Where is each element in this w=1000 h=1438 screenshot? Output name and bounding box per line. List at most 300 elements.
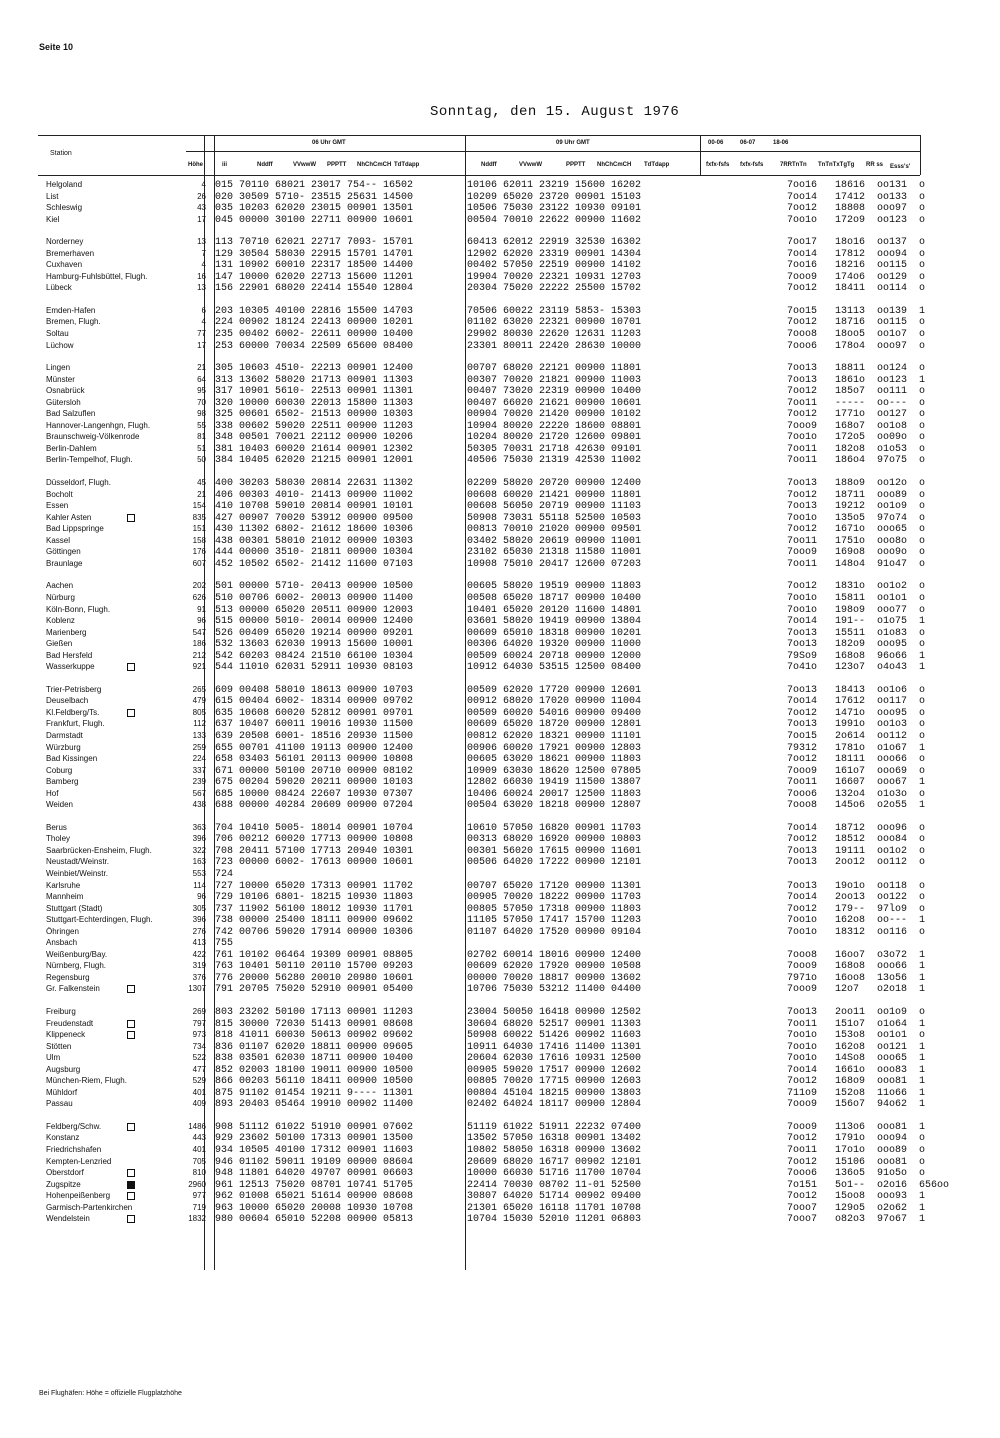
station-height: 522 [192,1053,206,1063]
summary-values: 7oo1o 172o5 oo09o o [787,432,926,444]
station-height: 151 [192,524,206,534]
header-col: RR ss [866,162,884,168]
station-height: 1486 [188,1121,206,1131]
obs-06-gmt: 305 10603 4510- 22213 00901 12400 [215,363,414,375]
station-height: 396 [192,915,206,925]
station-name: Lüchow [46,340,74,350]
station-height: 479 [192,696,206,706]
table-rule [465,135,466,1270]
header-col: VVwwW [519,162,543,168]
obs-06-gmt: 510 00706 6002- 20013 00900 11400 [215,592,414,604]
obs-06-gmt: 639 20508 6001- 18516 20930 11500 [215,730,414,742]
obs-09-gmt: 21301 65020 16118 11701 10708 [467,1202,642,1214]
obs-09-gmt: 00509 60020 54016 00900 09400 [467,707,642,719]
obs-09-gmt: 00506 64020 17222 00900 12101 [467,857,642,869]
obs-09-gmt: 70506 60022 23119 5853- 15303 [467,305,642,317]
station-height: 4 [201,317,206,327]
obs-06-gmt: 348 00501 70021 22112 00900 10206 [215,432,414,444]
summary-values: 7oo12 185o7 oo111 o [787,386,926,398]
station-name: Bamberg [46,777,79,787]
summary-values: 7ooo6 178o4 ooo97 o [787,340,926,352]
station-height: 64 [197,374,206,384]
obs-06-gmt: 544 11010 62031 52911 10930 08103 [215,662,414,674]
obs-06-gmt: 675 00204 59020 20211 00900 10103 [215,777,414,789]
obs-06-gmt: 015 70110 68021 23017 754-- 16502 [215,180,414,191]
station-name: Regensburg [46,972,90,982]
mountain-station-box-icon [127,1192,135,1200]
station-height: 305 [192,903,206,913]
obs-06-gmt: 513 00000 65020 20511 00900 12003 [215,604,414,616]
obs-09-gmt: 01107 64020 17520 00900 09104 [467,926,642,938]
station-name: Kl.Feldberg/Ts. [46,707,100,717]
station-height: 202 [192,581,206,591]
summary-values: 7oo12 18111 ooo66 o [787,754,926,766]
summary-values: 7oo11 17o1o ooo89 o [787,1145,926,1157]
summary-values: 7971o 16oo8 13o56 1 [787,972,926,984]
footnote: Bei Flughäfen: Höhe = offizielle Flugplatzhöhe [39,1390,182,1397]
station-height: 91 [197,604,206,614]
station-height: 4 [201,260,206,270]
obs-06-gmt: 406 00303 4010- 21413 00900 11002 [215,489,414,501]
station-name: Koblenz [46,616,75,626]
obs-06-gmt: 113 70710 62021 22717 7093- 15701 [215,237,414,249]
summary-values: 7oo11 ----- oo--- o [787,397,926,409]
station-height: 6 [201,305,206,315]
station-height: 13 [197,237,206,247]
header-col: VVwwW [293,162,317,168]
mountain-station-box-icon [127,1020,135,1028]
summary-values: 7oo14 1661o ooo83 1 [787,1064,926,1076]
summary-values: 7oo1o 18312 oo116 o [787,926,926,938]
obs-09-gmt: 00812 62020 18321 00900 11101 [467,730,642,742]
summary-values: 7oo12 1831o oo1o2 o [787,581,926,593]
document-title: Sonntag, den 15. August 1976 [430,104,680,120]
station-height: 43 [197,203,206,213]
obs-09-gmt: 60413 62012 22919 32530 16302 [467,237,642,249]
obs-09-gmt: 10911 64030 17416 11400 11301 [467,1041,642,1053]
summary-values: 7ooo7 o82o3 97o67 1 [787,1214,926,1226]
obs-09-gmt: 00608 56050 20719 00900 11103 [467,501,642,513]
obs-09-gmt: 10610 57050 16820 00901 11703 [467,822,642,834]
station-height: 13 [197,283,206,293]
mountain-station-box-icon [127,514,135,522]
obs-09-gmt: 00301 56020 17615 00900 11601 [467,845,642,857]
station-height: 477 [192,1064,206,1074]
obs-06-gmt: 452 10502 6502- 21412 11600 07103 [215,558,414,570]
summary-values: 7oo14 17812 ooo94 o [787,248,926,260]
station-name: Kiel [46,214,60,224]
station-height: 239 [192,777,206,787]
obs-09-gmt: 00407 66020 21621 00900 10601 [467,397,642,409]
station-name: Passau [46,1099,73,1109]
obs-06-gmt: 893 20403 05464 19910 00902 11400 [215,1099,414,1111]
obs-06-gmt: 384 10405 62020 21215 00901 12001 [215,455,414,467]
station-height: 2960 [188,1179,206,1189]
obs-06-gmt: 776 20000 56280 20010 20980 10601 [215,972,414,984]
station-name: Bremerhaven [46,248,95,258]
station-height: 921 [192,662,206,672]
station-height: 607 [192,558,206,568]
station-name: Braunschweig-Völkenrode [46,432,140,442]
station-name: Ansbach [46,938,78,948]
obs-06-gmt: 325 00601 6502- 21513 00900 10303 [215,409,414,421]
station-height: 529 [192,1076,206,1086]
obs-06-gmt: 962 01008 65021 51614 00900 08608 [215,1191,414,1203]
summary-values: 7oo16 18216 oo115 o [787,260,926,272]
header-period: 18-06 [773,140,789,146]
station-name: Ulm [46,1053,61,1063]
summary-values: 7ooo9 113o6 ooo81 1 [787,1121,926,1133]
header-col: PPPTT [327,162,347,168]
obs-06-gmt: 235 00402 6002- 22611 00900 10400 [215,329,414,341]
summary-values: 7oo14 17412 oo133 o [787,191,926,203]
station-height: 4 [201,180,206,189]
obs-06-gmt: 742 00706 59020 17914 00900 10306 [215,926,414,938]
station-name: Berlin-Tempelhof, Flugh. [46,455,133,465]
summary-values: 7ooo9 168o8 ooo66 1 [787,961,926,973]
station-height: 70 [197,397,206,407]
station-name: Weinbiet/Weinstr. [46,868,108,878]
station-name: Stötten [46,1041,72,1051]
obs-09-gmt: 00402 57050 22519 00900 14102 [467,260,642,272]
station-name: Emden-Hafen [46,305,96,315]
obs-06-gmt: 526 00409 65020 19214 00900 09201 [215,627,414,639]
obs-06-gmt: 313 13602 58020 21713 00901 11303 [215,374,414,386]
mountain-station-box-icon [127,709,135,717]
station-height: 626 [192,592,206,602]
header-col: Nddff [481,162,497,168]
header-col: fxfx-fsfs [706,162,730,168]
obs-06-gmt: 729 10106 6801- 18215 10930 11803 [215,892,414,904]
summary-values: 7oo12 179-- 97lo9 o [787,903,926,915]
station-name: Berlin-Dahlem [46,443,97,453]
summary-values: 7oo12 1791o ooo94 o [787,1133,926,1145]
summary-values: 7oo12 1771o oo127 o [787,409,926,421]
station-name: Wasserkuppe [46,662,95,672]
mountain-station-box-icon [127,1031,135,1039]
obs-09-gmt: 00608 60020 21421 00900 11801 [467,489,642,501]
obs-09-gmt: 19904 70020 22321 10931 12703 [467,271,642,283]
obs-06-gmt: 791 20705 75020 52910 00901 05400 [215,984,414,996]
summary-values: 7oo14 17612 oo117 o [787,696,926,708]
obs-06-gmt: 655 00701 41100 19113 00900 12400 [215,742,414,754]
station-name: Bad Kissingen [46,754,98,764]
obs-09-gmt: 00905 70020 18222 00900 11703 [467,892,642,904]
table-rule [38,175,920,176]
station-height: 567 [192,788,206,798]
summary-values: 7oo12 18411 oo114 o [787,283,926,295]
station-height: 553 [192,868,206,878]
obs-06-gmt: 427 00907 70020 53912 00900 09500 [215,512,414,524]
obs-06-gmt: 755 [215,938,234,950]
station-name: Feldberg/Schw. [46,1121,102,1131]
station-height: 224 [192,754,206,764]
obs-09-gmt: 02402 64024 18117 00900 12804 [467,1099,642,1111]
station-name: Kahler Asten [46,512,92,522]
obs-09-gmt: 23301 80011 22420 28630 10000 [467,340,642,352]
station-height: 7 [201,248,206,258]
station-name: München-Riem, Flugh. [46,1076,127,1086]
summary-values: 7oo12 15106 ooo81 o [787,1156,926,1168]
summary-values: 7oo13 19111 oo1o2 o [787,845,926,857]
obs-06-gmt: 501 00000 5710- 20413 00900 10500 [215,581,414,593]
summary-values: 7ooo7 129o5 o2o62 1 [787,1202,926,1214]
summary-values: 7oo13 15511 o1o83 o [787,627,926,639]
station-height: 96 [197,892,206,902]
obs-09-gmt: 00605 58020 19519 00900 11803 [467,581,642,593]
station-name: Zugspitze [46,1179,81,1189]
summary-values: 7oo13 19o1o oo118 o [787,880,926,892]
summary-values: 7ooo6 132o4 o1o3o o [787,788,926,800]
station-name: Freudenstadt [46,1018,94,1028]
summary-values: 7oo1o 15811 oo1o1 o [787,592,926,604]
obs-09-gmt: 00609 62020 17920 00900 10508 [467,961,642,973]
station-name: Norderney [46,237,84,247]
station-name: Bad Lippspringe [46,524,104,534]
obs-06-gmt: 515 00000 5010- 20014 00900 12400 [215,616,414,628]
summary-values: 7oo14 18712 ooo96 o [787,822,926,834]
station-name: Braunlage [46,558,83,568]
summary-values: 7oo1o 162o8 oo121 1 [787,1041,926,1053]
obs-06-gmt: 963 10000 65020 20008 10930 10708 [215,1202,414,1214]
obs-09-gmt: 12902 62020 23319 00901 14304 [467,248,642,260]
station-height: 409 [192,1099,206,1109]
station-height: 133 [192,730,206,740]
summary-values: 7oo13 2oo11 oo1o9 o [787,1007,926,1018]
summary-values: 7ooo9 156o7 94o62 1 [787,1099,926,1111]
station-height: 212 [192,650,206,660]
station-name: Schleswig [46,203,83,213]
obs-09-gmt: 02209 58020 20720 00900 12400 [467,478,642,490]
header-col: 7RRTnTn [780,162,807,168]
station-name: Aachen [46,581,74,591]
summary-values: 7o151 5o1-- o2o16 656oo [787,1179,950,1191]
station-name: Garmisch-Partenkirchen [46,1202,133,1212]
summary-values: 7oo13 182o9 ooo95 o [787,639,926,651]
summary-values: 7oo12 18808 ooo97 o [787,203,926,215]
obs-06-gmt: 147 10000 62020 22713 15600 11201 [215,271,414,283]
obs-09-gmt: 50908 73031 55118 52500 10503 [467,512,642,524]
obs-09-gmt: 10908 75010 20417 12600 07203 [467,558,642,570]
summary-values: 7oo13 18811 oo124 o [787,363,926,375]
obs-06-gmt: 706 00212 60020 17713 00900 10808 [215,834,414,846]
station-name: Bremen, Flugh. [46,317,101,327]
obs-09-gmt: 00307 70020 21821 00900 11003 [467,374,642,386]
obs-06-gmt: 875 91102 01454 19211 9---- 11301 [215,1087,414,1099]
station-height: 17 [197,214,206,224]
station-height: 719 [192,1202,206,1212]
obs-06-gmt: 338 00602 59020 22511 00900 11203 [215,420,414,432]
summary-values: 7ooo9 161o7 ooo69 o [787,765,926,777]
obs-09-gmt: 50305 70031 21718 42630 09101 [467,443,642,455]
obs-06-gmt: 253 60000 70034 22509 65600 08400 [215,340,414,352]
obs-06-gmt: 815 30000 72030 51413 00901 08608 [215,1018,414,1030]
header-iii: iii [222,162,228,168]
obs-09-gmt: 29902 80030 22620 12631 11203 [467,329,642,341]
station-height: 547 [192,627,206,637]
station-name: List [46,191,59,201]
obs-06-gmt: 410 10708 59010 20814 00901 10101 [215,501,414,513]
station-name: Soltau [46,329,69,339]
page-number: Seite 10 [39,42,74,52]
obs-09-gmt: 10506 75030 23122 10930 09101 [467,203,642,215]
obs-09-gmt: 10204 80020 21720 12600 09801 [467,432,642,444]
obs-06-gmt: 635 10608 60020 52812 00901 09701 [215,707,414,719]
obs-09-gmt: 10106 62011 23219 15600 16202 [467,180,642,191]
station-name: Hof [46,788,59,798]
obs-09-gmt: 10909 63030 18620 12500 07805 [467,765,642,777]
obs-09-gmt: 00313 68020 16920 00900 10803 [467,834,642,846]
obs-06-gmt: 908 51112 61022 51910 00901 07602 [215,1121,414,1133]
header-col: Nddff [257,162,273,168]
summary-values: 7oo12 15oo8 ooo93 1 [787,1191,926,1203]
station-name: Darmstadt [46,730,83,740]
obs-06-gmt: 934 10505 40100 17312 00901 11603 [215,1145,414,1157]
obs-09-gmt: 00605 63020 18621 00900 11803 [467,754,642,766]
station-name: Stuttgart (Stadt) [46,903,103,913]
obs-09-gmt: 22414 70030 08702 11-01 52500 [467,1179,642,1191]
obs-06-gmt: 430 11302 6802- 21612 18600 10306 [215,524,414,536]
summary-values: 7oo12 18512 ooo84 o [787,834,926,846]
station-name: Gr. Falkenstein [46,984,100,994]
station-height: 322 [192,845,206,855]
mountain-station-box-icon [127,1169,135,1177]
obs-09-gmt: 03601 58020 19419 00900 13804 [467,616,642,628]
obs-06-gmt: 671 00000 50100 20710 00900 08102 [215,765,414,777]
header-hoehe: Höhe [188,162,203,168]
station-name: Nürnberg, Flugh. [46,961,107,971]
station-name: Gießen [46,639,73,649]
station-height: 376 [192,972,206,982]
station-height: 973 [192,1030,206,1040]
summary-values: 7oo1o 14So8 ooo65 1 [787,1053,926,1065]
station-name: Freiburg [46,1007,76,1016]
obs-06-gmt: 946 01102 59011 19109 00900 08604 [215,1156,414,1168]
obs-09-gmt: 03402 58020 20619 00900 11001 [467,535,642,547]
header-09-gmt: 09 Uhr GMT [556,140,590,146]
station-name: Würzburg [46,742,81,752]
header-col: fxfx-fsfs [740,162,764,168]
obs-09-gmt: 12802 66030 19419 11500 13807 [467,777,642,789]
obs-06-gmt: 980 00604 65010 52208 00900 05813 [215,1214,414,1226]
obs-09-gmt: 00509 62020 17720 00900 12601 [467,684,642,696]
obs-06-gmt: 438 00301 58010 21012 00900 10303 [215,535,414,547]
obs-09-gmt: 13502 57050 16318 00901 13402 [467,1133,642,1145]
obs-09-gmt: 01102 63020 22321 00900 10701 [467,317,642,329]
obs-06-gmt: 727 10000 65020 17313 00901 11702 [215,880,414,892]
summary-values: 7oo1o 172o9 oo123 o [787,214,926,226]
obs-09-gmt: 10706 75030 53212 11400 04400 [467,984,642,996]
obs-06-gmt: 400 30203 58030 20814 22631 11302 [215,478,414,490]
obs-06-gmt: 609 00408 58010 18613 00900 10703 [215,684,414,696]
station-name: Tholey [46,834,71,844]
obs-06-gmt: 615 00404 6002- 18314 00900 09702 [215,696,414,708]
summary-values: 7oo12 1671o ooo65 o [787,524,926,536]
summary-values: 7oo14 191-- o1o75 1 [787,616,926,628]
obs-09-gmt: 51119 61022 51911 22232 07400 [467,1121,642,1133]
station-height: 17 [197,340,206,350]
obs-06-gmt: 020 30509 5710- 23515 25631 14500 [215,191,414,203]
summary-values: 7oo12 18711 ooo89 o [787,489,926,501]
obs-09-gmt: 10401 65020 20120 11600 14801 [467,604,642,616]
obs-09-gmt: 23004 50050 16418 00900 12502 [467,1007,642,1018]
station-name: Münster [46,374,75,384]
station-name: Saarbrücken-Ensheim, Flugh. [46,845,152,855]
station-name: Bad Salzuflen [46,409,96,419]
summary-values: 7oo12 1471o ooo95 o [787,707,926,719]
station-height: 413 [192,938,206,948]
table-rule [700,135,701,175]
header-col: PPPTT [566,162,586,168]
obs-09-gmt: 10704 15030 52010 11201 06803 [467,1214,642,1226]
station-height: 51 [197,443,206,453]
station-height: 95 [197,386,206,396]
mountain-station-box-icon [127,1123,135,1131]
obs-09-gmt: 00509 60024 20718 00900 12000 [467,650,642,662]
obs-09-gmt: 00306 64020 19320 00900 11000 [467,639,642,651]
obs-06-gmt: 763 10401 50110 20110 15700 09203 [215,961,414,973]
obs-06-gmt: 724 [215,868,234,880]
station-height: 176 [192,547,206,557]
summary-values: 7ooo9 169o8 ooo9o o [787,547,926,559]
summary-values: 7oo15 2o614 oo112 o [787,730,926,742]
obs-09-gmt: 40506 75030 21319 42530 11002 [467,455,642,467]
station-height: 705 [192,1156,206,1166]
station-name: Marienberg [46,627,87,637]
station-height: 21 [197,363,206,373]
table-rule [920,135,921,175]
obs-09-gmt: 10000 66030 51716 11700 10704 [467,1168,642,1180]
obs-09-gmt: 00805 57050 17318 00900 11803 [467,903,642,915]
table-rule [38,135,920,136]
station-height: 163 [192,857,206,867]
station-height: 396 [192,834,206,844]
station-name: Deuselbach [46,696,89,706]
obs-06-gmt: 948 11801 64020 49707 00901 06603 [215,1168,414,1180]
summary-values: 7oo13 1861o oo123 1 [787,374,926,386]
station-name: Nürburg [46,592,75,602]
station-height: 112 [193,719,206,729]
obs-09-gmt: 00504 63020 18218 00900 12807 [467,800,642,812]
obs-09-gmt: 00905 59020 17517 00900 12602 [467,1064,642,1076]
obs-09-gmt: 20609 68020 16717 00902 12101 [467,1156,642,1168]
mountain-station-box-icon [127,985,135,993]
obs-06-gmt: 045 00000 30100 22711 00900 10601 [215,214,414,226]
station-name: Mannheim [46,892,84,902]
obs-09-gmt: 10802 58050 16318 00900 13602 [467,1145,642,1157]
summary-values: 7oo1o 162o8 oo--- 1 [787,915,926,927]
station-height: 363 [192,822,206,832]
obs-06-gmt: 320 10000 60030 22013 15800 11303 [215,397,414,409]
station-name: Essen [46,501,69,511]
obs-09-gmt: 00805 70020 17715 00900 12603 [467,1076,642,1088]
obs-06-gmt: 738 00000 25400 18111 00900 09602 [215,915,414,927]
summary-values: 7oo11 1751o ooo8o o [787,535,926,547]
obs-09-gmt: 00707 65020 17120 00900 11301 [467,880,642,892]
station-height: 55 [197,420,206,430]
station-height: 81 [197,432,206,442]
station-height: 259 [192,742,206,752]
summary-values: 7ooo8 145o6 o2o55 1 [787,800,926,812]
obs-09-gmt: 10406 60024 20017 12500 11803 [467,788,642,800]
obs-06-gmt: 704 10410 5005- 18014 00901 10704 [215,822,414,834]
station-height: 269 [192,1007,206,1016]
header-station: Station [50,150,72,157]
obs-09-gmt: 02702 60014 18016 00900 12400 [467,949,642,961]
station-name: Wendelstein [46,1214,90,1224]
station-name: Weiden [46,800,73,810]
summary-values: 7oo16 18616 oo131 o [787,180,926,191]
